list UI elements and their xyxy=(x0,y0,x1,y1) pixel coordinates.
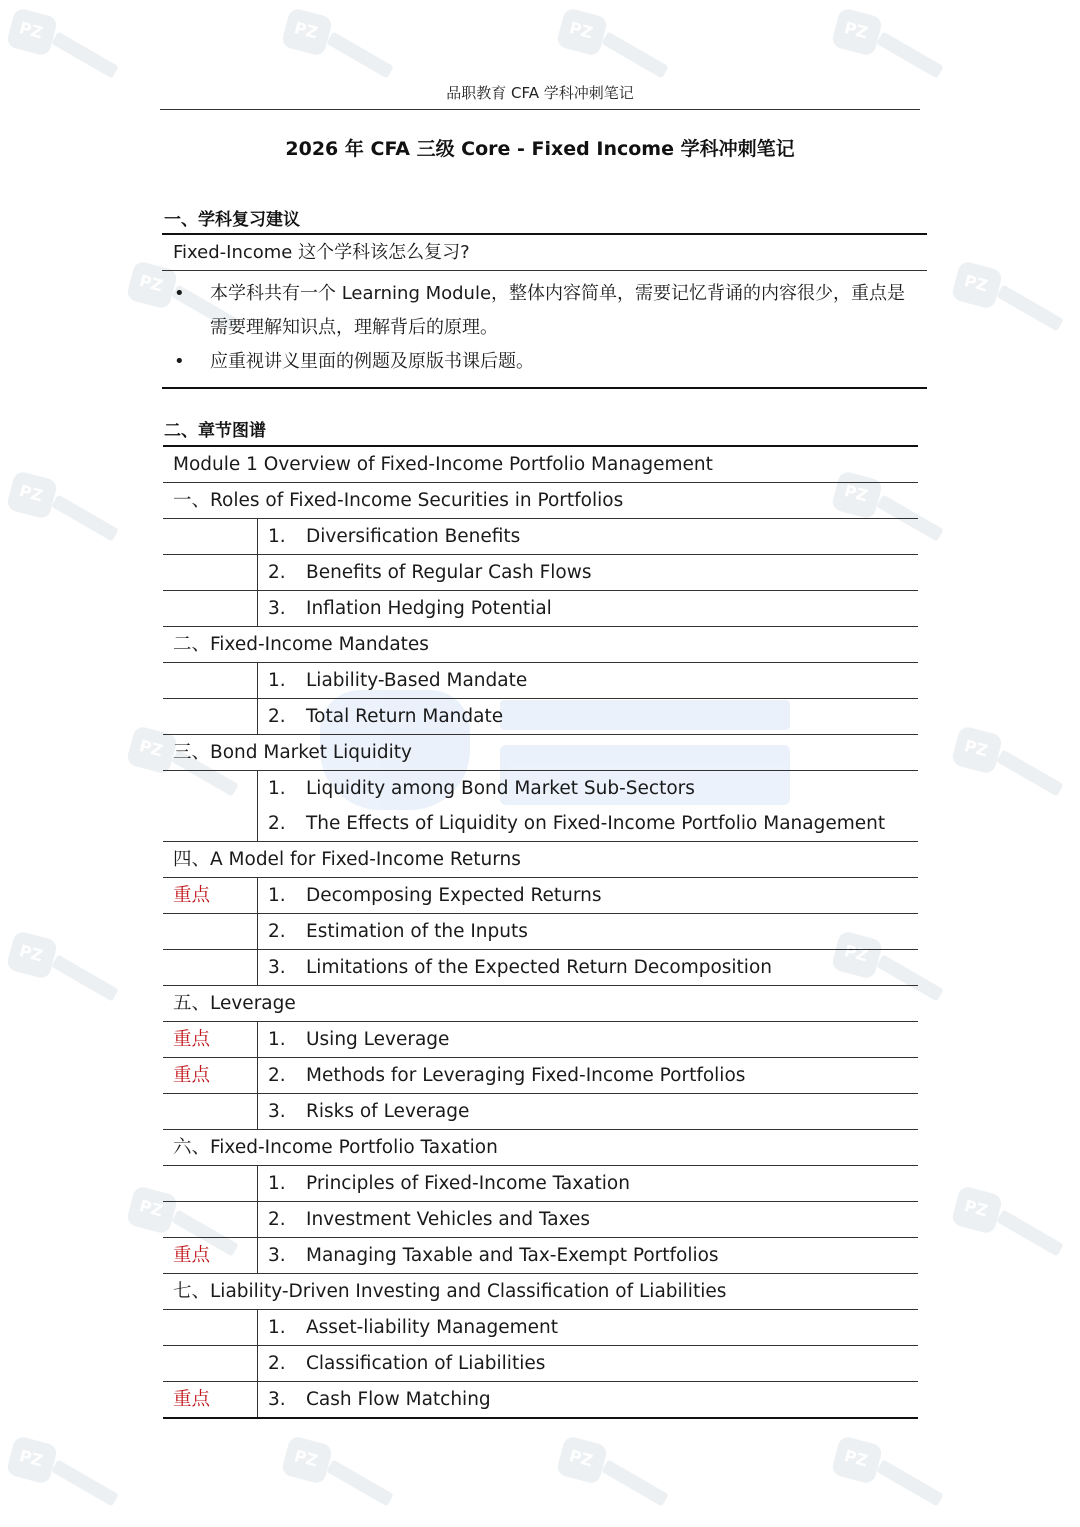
section-heading-outline: 二、章节图谱 xyxy=(164,421,266,441)
topic-text: Methods for Leveraging Fixed-Income Portfolios xyxy=(306,1065,746,1086)
topic-number: 1. xyxy=(268,1173,286,1194)
topic-row xyxy=(163,950,918,986)
key-point-tag: 重点 xyxy=(163,1382,258,1417)
chapter-outline-table xyxy=(163,445,918,1419)
watermark-logo: PZ xyxy=(130,730,210,810)
review-question: Fixed-Income 这个学科该怎么复习? xyxy=(162,235,927,271)
chapter-row xyxy=(163,986,918,1022)
key-point-tag xyxy=(163,555,258,590)
chapter-title: 二、Fixed-Income Mandates xyxy=(173,634,429,655)
topic-text: Liability-Based Mandate xyxy=(306,670,528,691)
topic-row xyxy=(163,663,918,699)
topic-item xyxy=(258,914,528,949)
topic-row xyxy=(163,1166,918,1202)
topic-number: 3. xyxy=(268,1101,286,1122)
topic-row xyxy=(163,1238,918,1274)
topic-number: 1. xyxy=(268,778,286,799)
topic-row xyxy=(163,555,918,591)
key-point-tag xyxy=(163,1346,258,1381)
section-heading-review: 一、学科复习建议 xyxy=(164,210,300,230)
topic-item xyxy=(258,663,527,698)
review-advice-box xyxy=(162,233,927,389)
topic-text: Using Leverage xyxy=(306,1029,450,1050)
topic-text: Inflation Hedging Potential xyxy=(306,598,552,619)
topic-number: 3. xyxy=(268,598,286,619)
advice-bullet: • 本学科共有一个 Learning Module，整体内容简单，需要记忆背诵的内容很少，重点是需要理解知识点，理解背后的原理。 xyxy=(210,277,917,345)
watermark-logo: PZ xyxy=(955,730,1035,810)
topic-item xyxy=(258,699,503,734)
watermark-logo: PZ xyxy=(10,935,90,1015)
module-row xyxy=(163,447,918,483)
key-point-tag xyxy=(163,1166,258,1201)
topic-text: Total Return Mandate xyxy=(306,706,504,727)
topic-number: 1. xyxy=(268,885,286,906)
topic-number: 2. xyxy=(268,562,286,583)
topic-row xyxy=(163,1094,918,1130)
topic-row xyxy=(163,878,918,914)
key-point-tag xyxy=(163,1310,258,1345)
key-point-tag xyxy=(163,806,258,841)
topic-text: Managing Taxable and Tax-Exempt Portfolios xyxy=(306,1245,719,1266)
topic-number: 2. xyxy=(268,706,286,727)
topic-text: Diversification Benefits xyxy=(306,526,521,547)
topic-number: 2. xyxy=(268,813,286,834)
module-title: Module 1 Overview of Fixed-Income Portfolio Management xyxy=(173,454,713,475)
topic-number: 2. xyxy=(268,1209,286,1230)
topic-number: 2. xyxy=(268,921,286,942)
topic-text: Investment Vehicles and Taxes xyxy=(306,1209,591,1230)
watermark-logo: PZ xyxy=(835,12,915,92)
key-point-tag xyxy=(163,699,258,734)
topic-row xyxy=(163,591,918,627)
topic-item xyxy=(258,878,602,913)
topic-item xyxy=(258,950,772,985)
chapter-row xyxy=(163,483,918,519)
chapter-title: 四、A Model for Fixed-Income Returns xyxy=(173,849,521,870)
topic-text: Liquidity among Bond Market Sub-Sectors xyxy=(306,778,695,799)
topic-text: Classification of Liabilities xyxy=(306,1353,546,1374)
watermark-logo: PZ xyxy=(560,1440,640,1520)
watermark-logo: PZ xyxy=(130,265,210,345)
key-point-tag: 重点 xyxy=(163,1022,258,1057)
watermark-logo: PZ xyxy=(955,1190,1035,1270)
key-point-tag xyxy=(163,771,258,806)
topic-number: 3. xyxy=(268,1389,286,1410)
topic-number: 2. xyxy=(268,1353,286,1374)
topic-row xyxy=(163,699,918,735)
watermark-logo: PZ xyxy=(835,1440,915,1520)
advice-list xyxy=(162,271,927,387)
key-point-tag xyxy=(163,663,258,698)
chapter-row xyxy=(163,627,918,663)
watermark-logo: PZ xyxy=(10,475,90,555)
chapter-row xyxy=(163,735,918,771)
chapter-title: 一、Roles of Fixed-Income Securities in Portfolios xyxy=(173,490,624,511)
topic-number: 3. xyxy=(268,1245,286,1266)
topic-row xyxy=(163,806,918,842)
topic-item xyxy=(258,1058,745,1093)
topic-row xyxy=(163,771,918,806)
key-point-tag xyxy=(163,950,258,985)
watermark-logo: PZ xyxy=(955,265,1035,345)
topic-item xyxy=(258,555,592,590)
topic-item xyxy=(258,806,885,841)
topic-item xyxy=(258,1310,558,1345)
watermark-logo: PZ xyxy=(560,12,640,92)
topic-text: Asset-liability Management xyxy=(306,1317,558,1338)
chapter-title: 七、Liability-Driven Investing and Classification of Liabilities xyxy=(173,1281,727,1302)
topic-number: 1. xyxy=(268,670,286,691)
key-point-tag: 重点 xyxy=(163,1058,258,1093)
watermark-logo: PZ xyxy=(835,935,915,1015)
topic-item xyxy=(258,1382,491,1417)
watermark-logo: PZ xyxy=(835,475,915,555)
watermark-logo: PZ xyxy=(10,12,90,92)
chapter-row xyxy=(163,1130,918,1166)
topic-row xyxy=(163,1058,918,1094)
topic-text: Decomposing Expected Returns xyxy=(306,885,602,906)
topic-item xyxy=(258,771,695,806)
topic-text: The Effects of Liquidity on Fixed-Income Portfolio Management xyxy=(306,813,886,834)
advice-bullet: • 应重视讲义里面的例题及原版书课后题。 xyxy=(210,345,917,379)
topic-text: Principles of Fixed-Income Taxation xyxy=(306,1173,630,1194)
topic-item xyxy=(258,591,552,626)
topic-number: 2. xyxy=(268,1065,286,1086)
key-point-tag: 重点 xyxy=(163,1238,258,1273)
chapter-row xyxy=(163,1274,918,1310)
topic-row xyxy=(163,1310,918,1346)
chapter-title: 六、Fixed-Income Portfolio Taxation xyxy=(173,1137,498,1158)
topic-row xyxy=(163,1202,918,1238)
topic-text: Risks of Leverage xyxy=(306,1101,470,1122)
watermark-logo: PZ xyxy=(130,1190,210,1270)
watermark-logo: PZ xyxy=(285,12,365,92)
topic-text: Limitations of the Expected Return Decomposition xyxy=(306,957,772,978)
chapter-title: 三、Bond Market Liquidity xyxy=(173,742,412,763)
watermark-logo: PZ xyxy=(285,1440,365,1520)
key-point-tag xyxy=(163,519,258,554)
topic-text: Benefits of Regular Cash Flows xyxy=(306,562,592,583)
key-point-tag xyxy=(163,591,258,626)
topic-number: 1. xyxy=(268,526,286,547)
topic-item xyxy=(258,519,520,554)
topic-row xyxy=(163,519,918,555)
topic-item xyxy=(258,1346,545,1381)
topic-item xyxy=(258,1238,719,1273)
topic-row xyxy=(163,1346,918,1382)
topic-item xyxy=(258,1202,590,1237)
topic-item xyxy=(258,1022,449,1057)
watermark-logo: PZ xyxy=(10,1440,90,1520)
topic-row xyxy=(163,1022,918,1058)
chapter-row xyxy=(163,842,918,878)
topic-text: Estimation of the Inputs xyxy=(306,921,528,942)
topic-text: Cash Flow Matching xyxy=(306,1389,491,1410)
key-point-tag: 重点 xyxy=(163,878,258,913)
topic-row xyxy=(163,1382,918,1417)
chapter-title: 五、Leverage xyxy=(173,993,296,1014)
topic-item xyxy=(258,1094,469,1129)
page-header: 品职教育 CFA 学科冲刺笔记 xyxy=(160,82,920,110)
document-title: 2026 年 CFA 三级 Core - Fixed Income 学科冲刺笔记 xyxy=(285,138,795,160)
key-point-tag xyxy=(163,1202,258,1237)
key-point-tag xyxy=(163,914,258,949)
topic-number: 1. xyxy=(268,1029,286,1050)
topic-number: 1. xyxy=(268,1317,286,1338)
key-point-tag xyxy=(163,1094,258,1129)
topic-number: 3. xyxy=(268,957,286,978)
topic-row xyxy=(163,914,918,950)
topic-item xyxy=(258,1166,630,1201)
